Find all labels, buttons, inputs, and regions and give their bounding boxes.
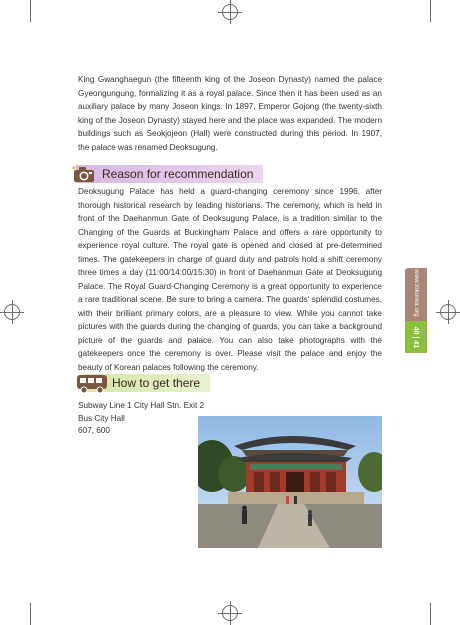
registration-mark-top — [222, 4, 238, 20]
registration-mark-bottom — [222, 605, 238, 621]
reason-heading — [70, 163, 263, 185]
registration-mark-right — [440, 304, 456, 320]
directions-bus-numbers: 607, 600 — [78, 426, 110, 435]
reason-heading-label: Reason for recommendation — [76, 165, 263, 183]
palace-photo — [198, 416, 382, 548]
how-heading-label: How to get there — [86, 374, 210, 392]
side-tab-website — [405, 268, 427, 318]
crop-mark — [30, 603, 31, 625]
how-heading — [76, 372, 210, 394]
camera-icon — [70, 163, 98, 185]
page-number-label: 40 | 41 — [412, 326, 420, 348]
reason-paragraph: Deoksugung Palace has held a guard-changing ceremony since 1996, after thorough historical research by leading historians. The ceremony, which is held in front of the Daehanmun Gate of Deoksugung Palace, is a tradition similar to the Changing of the Guards at Buckingham Palace and offers a rare opportunity to experience royal culture. The royal gate is opened and closed at pre-determined times. The gatekeepers in charge of guard duty and patrols hold a shift ceremony three times a day (11:00/14:00/15:30) in front of Daehanmun Gate at Deoksugung Palace. The Royal Guard-Changing Ceremony is a great opportunity to experience a rare traditional scene. Be sure to bring a camera. The guards' splendid costumes, with their brilliant primary colors, are a pleasure to view. While you cannot take pictures with the guards during the changing of guards, you can take a background picture of the guards and palace. You can also take photographs with the gatekeepers once the ceremony is over. Please visit the palace and enjoy the beauty of Korean palaces following the ceremony. — [78, 187, 382, 372]
crop-mark — [430, 603, 431, 625]
side-tab-page-numbers — [405, 321, 427, 353]
bus-icon — [76, 372, 108, 394]
registration-mark-left — [4, 304, 20, 320]
website-label: www.tokorea.org — [413, 269, 419, 317]
crop-mark — [430, 0, 431, 22]
directions-list — [78, 400, 204, 438]
directions-subway: Subway Line 1 City Hall Stn. Exit 2 — [78, 401, 205, 410]
intro-paragraph: King Gwanghaegun (the fifteenth king of the Joseon Dynasty) named the palace Gyeongungung, formalizing it as a royal palace. Since then it has been used as an auxiliary palace by many Joseon kings. In 1897, Emperor Gojong (the twenty-sixth king of the Joseon Dynasty) stayed here and the place was expanded. The modern buildings such as Seokjojeon (Hall) were constructed during this period. In 1907, the palace was renamed Deoksugung. — [78, 75, 382, 152]
directions-bus: Bus City Hall — [78, 413, 125, 423]
crop-mark — [30, 0, 31, 22]
